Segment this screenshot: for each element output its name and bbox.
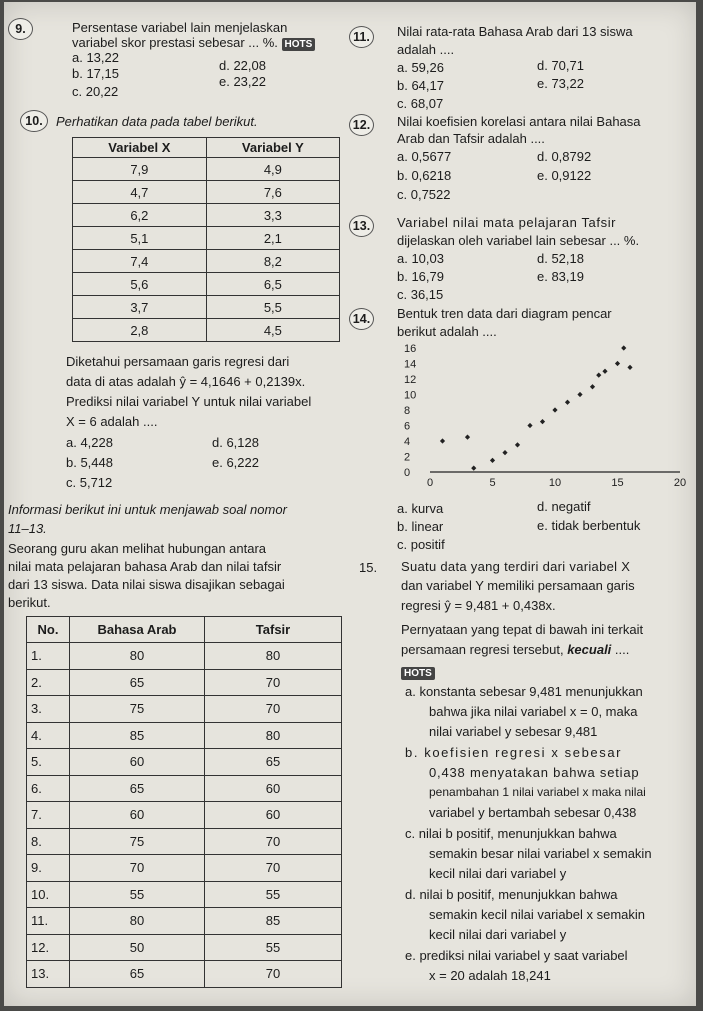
- y-tick-label: 12: [404, 374, 417, 386]
- cell-bahasa-arab: 60: [70, 749, 205, 776]
- table-row: [27, 775, 342, 802]
- cell-variabel-y: 7,6: [206, 181, 339, 204]
- q15-option-c-3: kecil nilai dari variabel y: [429, 866, 567, 881]
- q11-option-e: e. 73,22: [537, 76, 584, 91]
- cell-variabel-y: 6,5: [206, 273, 339, 296]
- q9-text-line2: variabel skor prestasi sebesar ... %. HOTS: [72, 35, 315, 52]
- q12-text-line2: Arab dan Tafsir adalah ....: [397, 131, 545, 146]
- cell-bahasa-arab: 75: [70, 696, 205, 723]
- y-tick-label: 2: [404, 451, 411, 464]
- q10-text-4: X = 6 adalah ....: [66, 414, 158, 429]
- q15-option-b-1: b. koefisien regresi x sebesar: [405, 745, 623, 760]
- y-tick-label: 14: [404, 358, 417, 371]
- x-tick-label: 0: [426, 477, 434, 489]
- q15-option-a-1: a. konstanta sebesar 9,481 menunjukkan: [405, 684, 643, 699]
- q12-text-line1: Nilai koefisien korelasi antara nilai Bahasa: [397, 114, 641, 129]
- q11-option-d: d. 70,71: [537, 58, 584, 73]
- q10-option-b: b. 5,448: [66, 455, 113, 470]
- cell-bahasa-arab: 65: [70, 669, 205, 696]
- scatter-point: [596, 373, 601, 378]
- q10-option-c: c. 5,712: [66, 475, 113, 490]
- scatter-point: [527, 423, 532, 428]
- cell-variabel-x: 5,1: [73, 227, 207, 250]
- q11-option-c: c. 68,07: [397, 96, 444, 111]
- q10-text-1: Diketahui persamaan garis regresi dari: [66, 354, 290, 369]
- cell-bahasa-arab: 55: [70, 881, 205, 908]
- x-tick-label: 10: [548, 477, 562, 489]
- q9-option-a: a. 13,22: [72, 50, 119, 65]
- info-paragraph-1: Seorang guru akan melihat hubungan antara: [8, 541, 267, 556]
- q13-option-c: c. 36,15: [397, 287, 444, 302]
- cell-no: 6.: [27, 775, 70, 802]
- q9-option-c: c. 20,22: [72, 84, 119, 99]
- q10-option-e: e. 6,222: [212, 455, 259, 470]
- cell-no: 11.: [27, 908, 70, 935]
- cell-variabel-x: 5,6: [73, 273, 207, 296]
- table-row: [73, 319, 340, 342]
- cell-tafsir: 70: [205, 696, 342, 723]
- cell-no: 10.: [27, 881, 70, 908]
- q15-option-d-1: d. nilai b positif, menunjukkan bahwa: [405, 887, 618, 902]
- table-row: [27, 669, 342, 696]
- q9-option-e: e. 23,22: [219, 74, 266, 89]
- q14-text-line2: berikut adalah ....: [397, 324, 497, 339]
- scatter-point: [502, 450, 507, 455]
- q14-option-b: b. linear: [397, 519, 444, 534]
- table-row: [73, 204, 340, 227]
- cell-no: 5.: [27, 749, 70, 776]
- q13-text-line2: dijelaskan oleh variabel lain sebesar ... %.: [397, 233, 640, 248]
- q12-option-a: a. 0,5677: [397, 149, 452, 164]
- q13-option-e: e. 83,19: [537, 269, 584, 284]
- q15-stem-3: regresi ŷ = 9,481 + 0,438x.: [401, 598, 556, 613]
- cell-variabel-x: 3,7: [73, 296, 207, 319]
- y-tick-label: 6: [404, 420, 411, 433]
- q12-option-b: b. 0,6218: [397, 168, 452, 183]
- q12-option-c: c. 0,7522: [397, 187, 451, 202]
- cell-variabel-y: 8,2: [206, 250, 339, 273]
- info-header-arab: Bahasa Arab: [70, 617, 205, 643]
- cell-variabel-y: 3,3: [206, 204, 339, 227]
- q14-number: 14.: [349, 308, 374, 330]
- x-tick-label: 5: [489, 477, 496, 489]
- info-header-tafsir: Tafsir: [205, 617, 342, 643]
- cell-no: 13.: [27, 961, 70, 988]
- scatter-point: [590, 384, 595, 389]
- y-tick-label: 0: [404, 467, 411, 479]
- cell-variabel-y: 5,5: [206, 296, 339, 319]
- table-row: [73, 227, 340, 250]
- cell-variabel-x: 7,9: [73, 158, 207, 181]
- cell-bahasa-arab: 80: [70, 908, 205, 935]
- scatter-point: [552, 407, 557, 412]
- table-row: [27, 696, 342, 723]
- q13-option-d: d. 52,18: [537, 251, 584, 266]
- scatter-point: [627, 365, 632, 370]
- table-row: [27, 643, 342, 670]
- cell-no: 9.: [27, 855, 70, 882]
- cell-no: 1.: [27, 643, 70, 670]
- cell-variabel-y: 4,5: [206, 319, 339, 342]
- scatter-point: [471, 466, 476, 471]
- cell-tafsir: 70: [205, 669, 342, 696]
- cell-tafsir: 70: [205, 961, 342, 988]
- info-paragraph-4: berikut.: [8, 595, 51, 610]
- cell-tafsir: 80: [205, 643, 342, 670]
- cell-variabel-x: 4,7: [73, 181, 207, 204]
- cell-no: 8.: [27, 828, 70, 855]
- table-row: [73, 181, 340, 204]
- cell-tafsir: 55: [205, 881, 342, 908]
- q12-number: 12.: [349, 114, 374, 136]
- cell-tafsir: 70: [205, 828, 342, 855]
- info-data-table: [26, 616, 342, 988]
- info-line2: 11–13.: [8, 521, 47, 536]
- cell-no: 7.: [27, 802, 70, 829]
- q12-option-d: d. 0,8792: [537, 149, 592, 164]
- q9-text-line1: Persentase variabel lain menjelaskan: [72, 20, 288, 35]
- q13-option-b: b. 16,79: [397, 269, 444, 284]
- q10-text-2: data di atas adalah ŷ = 4,1646 + 0,2139x.: [66, 374, 306, 389]
- q10-option-a: a. 4,228: [66, 435, 113, 450]
- y-tick-label: 4: [404, 436, 411, 448]
- q9-option-d: d. 22,08: [219, 58, 266, 73]
- cell-no: 12.: [27, 934, 70, 961]
- scatter-point: [490, 458, 495, 463]
- cell-bahasa-arab: 85: [70, 722, 205, 749]
- q11-option-a: a. 59,26: [397, 60, 444, 75]
- q10-text-3: Prediksi nilai variabel Y untuk nilai variabel: [66, 394, 312, 409]
- q10-data-table: [72, 137, 340, 342]
- q11-number: 11.: [349, 26, 374, 48]
- hots-badge: HOTS: [282, 38, 316, 51]
- q10-number: 10.: [20, 110, 48, 132]
- table-row: [73, 273, 340, 296]
- q15-option-a-3: nilai variabel y sebesar 9,481: [429, 724, 598, 739]
- q9-option-b: b. 17,15: [72, 66, 119, 81]
- q14-text-line1: Bentuk tren data dari diagram pencar: [397, 306, 612, 321]
- q13-option-a: a. 10,03: [397, 251, 444, 266]
- y-tick-label: 8: [404, 405, 411, 417]
- cell-tafsir: 60: [205, 775, 342, 802]
- q10-intro: Perhatikan data pada tabel berikut.: [56, 114, 258, 129]
- cell-variabel-y: 2,1: [206, 227, 339, 250]
- cell-variabel-x: 6,2: [73, 204, 207, 227]
- cell-variabel-y: 4,9: [206, 158, 339, 181]
- scatter-point: [465, 435, 470, 440]
- x-tick-label: 20: [673, 477, 687, 489]
- scatter-point: [621, 345, 626, 350]
- table-row: [27, 881, 342, 908]
- info-header-no: No.: [27, 617, 70, 643]
- scatter-point: [515, 442, 520, 447]
- scatter-chart: [394, 338, 687, 490]
- scatter-point: [602, 369, 607, 374]
- table-row: [27, 961, 342, 988]
- cell-bahasa-arab: 80: [70, 643, 205, 670]
- cell-bahasa-arab: 65: [70, 775, 205, 802]
- q15-option-e-1: e. prediksi nilai variabel y saat variabel: [405, 948, 628, 963]
- cell-variabel-x: 7,4: [73, 250, 207, 273]
- cell-no: 3.: [27, 696, 70, 723]
- table-row: [27, 828, 342, 855]
- table-row: [73, 158, 340, 181]
- q9-number: 9.: [8, 18, 33, 40]
- q14-option-c: c. positif: [397, 537, 445, 552]
- q13-number: 13.: [349, 215, 374, 237]
- q15-stem-2: dan variabel Y memiliki persamaan garis: [401, 578, 635, 593]
- q10-header-y: Variabel Y: [206, 138, 339, 158]
- scatter-point: [577, 392, 582, 397]
- scatter-point: [540, 419, 545, 424]
- q15-option-c-2: semakin besar nilai variabel x semakin: [429, 846, 652, 861]
- q15-option-b-3: penambahan 1 nilai variabel x maka nilai: [429, 785, 646, 799]
- q15-option-a-2: bahwa jika nilai variabel x = 0, maka: [429, 704, 638, 719]
- table-row: [73, 250, 340, 273]
- q10-header-x: Variabel X: [73, 138, 207, 158]
- info-paragraph-3: dari 13 siswa. Data nilai siswa disajikan sebagai: [8, 577, 285, 592]
- table-row: [27, 749, 342, 776]
- q14-option-a: a. kurva: [397, 501, 444, 516]
- q11-text-line1: Nilai rata-rata Bahasa Arab dari 13 siswa: [397, 24, 633, 39]
- cell-tafsir: 70: [205, 855, 342, 882]
- cell-bahasa-arab: 60: [70, 802, 205, 829]
- y-tick-label: 10: [404, 389, 417, 402]
- cell-no: 2.: [27, 669, 70, 696]
- cell-bahasa-arab: 70: [70, 855, 205, 882]
- q15-option-c-1: c. nilai b positif, menunjukkan bahwa: [405, 826, 617, 841]
- cell-tafsir: 65: [205, 749, 342, 776]
- q15-stem-1: Suatu data yang terdiri dari variabel X: [401, 559, 631, 574]
- q15-option-d-3: kecil nilai dari variabel y: [429, 927, 567, 942]
- q15-hots: [401, 664, 435, 681]
- info-line1: Informasi berikut ini untuk menjawab soal nomor: [8, 502, 287, 517]
- cell-bahasa-arab: 65: [70, 961, 205, 988]
- cell-tafsir: 85: [205, 908, 342, 935]
- q15-stem-5: persamaan regresi tersebut, kecuali ....: [401, 642, 630, 657]
- scatter-point: [615, 361, 620, 366]
- table-row: [27, 855, 342, 882]
- cell-variabel-x: 2,8: [73, 319, 207, 342]
- q10-option-d: d. 6,128: [212, 435, 259, 450]
- cell-tafsir: 60: [205, 802, 342, 829]
- q13-text-line1: Variabel nilai mata pelajaran Tafsir: [397, 215, 617, 230]
- q14-option-d: d. negatif: [537, 499, 591, 514]
- q15-number: 15.: [359, 560, 378, 575]
- y-tick-label: 16: [404, 343, 417, 355]
- table-row: [27, 802, 342, 829]
- q15-option-b-4: variabel y bertambah sebesar 0,438: [429, 805, 637, 820]
- cell-tafsir: 80: [205, 722, 342, 749]
- q15-option-b-2: 0,438 menyatakan bahwa setiap: [429, 765, 640, 780]
- cell-no: 4.: [27, 722, 70, 749]
- table-row: [27, 934, 342, 961]
- textbook-page: [4, 2, 696, 1006]
- q12-option-e: e. 0,9122: [537, 168, 592, 183]
- table-row: [27, 908, 342, 935]
- q11-option-b: b. 64,17: [397, 78, 444, 93]
- table-row: [27, 722, 342, 749]
- q15-option-d-2: semakin kecil nilai variabel x semakin: [429, 907, 646, 922]
- scatter-point: [440, 438, 445, 443]
- info-paragraph-2: nilai mata pelajaran bahasa Arab dan nilai tafsir: [8, 559, 282, 574]
- cell-tafsir: 55: [205, 934, 342, 961]
- table-row: [73, 296, 340, 319]
- x-tick-label: 15: [611, 477, 624, 489]
- scatter-point: [565, 400, 570, 405]
- q15-stem-4: Pernyataan yang tepat di bawah ini terkait: [401, 622, 644, 637]
- q14-option-e: e. tidak berbentuk: [537, 518, 641, 533]
- cell-bahasa-arab: 50: [70, 934, 205, 961]
- hots-badge: HOTS: [401, 667, 435, 680]
- cell-bahasa-arab: 75: [70, 828, 205, 855]
- q15-option-e-2: x = 20 adalah 18,241: [429, 968, 551, 983]
- q11-text-line2: adalah ....: [397, 42, 455, 57]
